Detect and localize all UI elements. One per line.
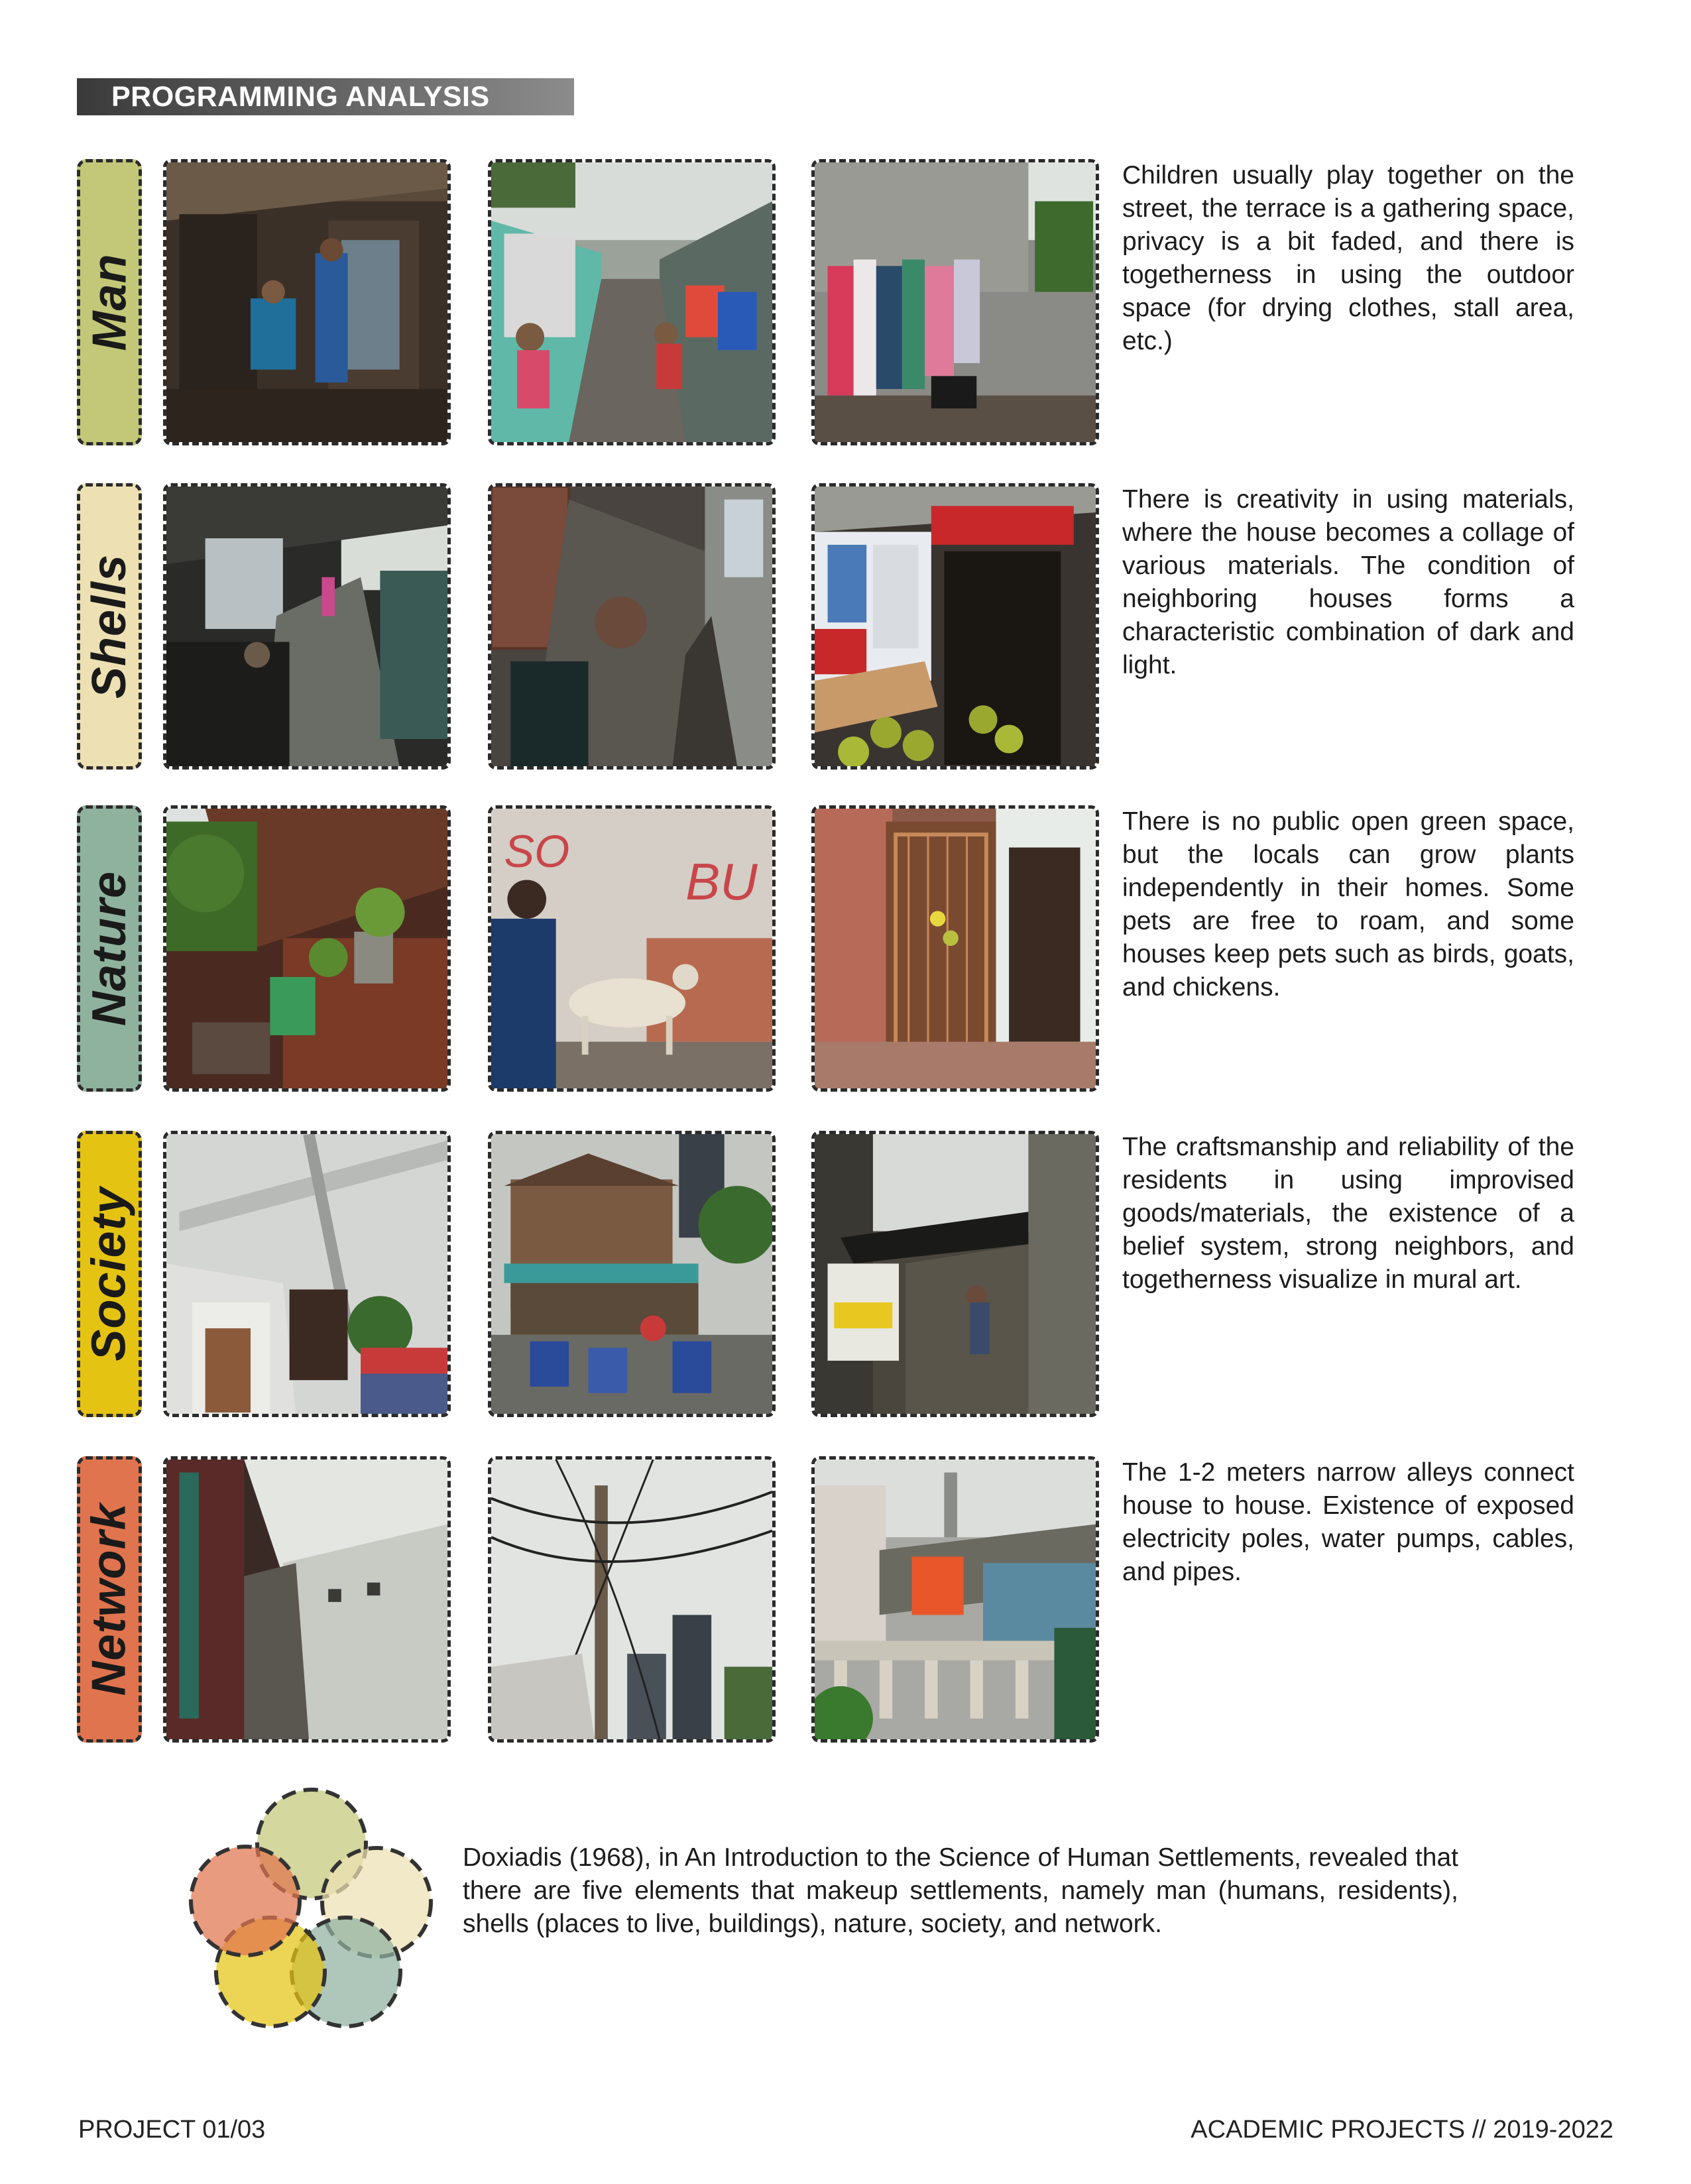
section-header bbox=[77, 78, 574, 115]
description-nature: There is no public open green space, but the locals can grow plants independently in their homes. Some pets are free to roam, and some houses keep pets such as birds, goats, and chickens. bbox=[1122, 807, 1574, 1002]
photo-man-1 bbox=[163, 159, 451, 445]
tab-nature bbox=[77, 805, 142, 1092]
photo-man-3 bbox=[811, 159, 1099, 445]
description-shells: There is creativity in using materials, where the house becomes a collage of various materials. The condition of neighboring houses forms a characteristic combination of dark and light. bbox=[1122, 485, 1574, 679]
photo-nature-2 bbox=[488, 805, 776, 1092]
photo-network-2 bbox=[488, 1456, 776, 1743]
tab-shells bbox=[77, 483, 142, 770]
tab-label-nature: Nature bbox=[83, 870, 136, 1027]
photo-nature-3 bbox=[811, 805, 1099, 1092]
photo-shells-1 bbox=[163, 483, 451, 770]
intro-paragraph: Doxiadis (1968), in An Introduction to the Science of Human Settlements, revealed that there are five elements that makeup settlements, namely man (humans, residents), shells (places to live, buildings), nature, society, and network. bbox=[463, 1843, 1458, 1938]
tab-man bbox=[77, 159, 142, 445]
photo-society-2 bbox=[488, 1131, 776, 1417]
tab-label-network: Network bbox=[83, 1503, 136, 1696]
photo-shells-3 bbox=[811, 483, 1099, 770]
five-elements-venn-diagram bbox=[186, 1783, 444, 2035]
photo-nature-1 bbox=[163, 805, 451, 1092]
photo-society-1 bbox=[163, 1131, 451, 1417]
venn-circle-network bbox=[191, 1847, 300, 1955]
tab-network bbox=[77, 1456, 142, 1743]
photo-network-3 bbox=[811, 1456, 1099, 1743]
svg-text:BU: BU bbox=[685, 852, 758, 911]
description-man: Children usually play together on the street, the terrace is a gathering space, privacy is a bit faded, and there is togetherness in using the outdoor space (for drying clothes, stall area, etc.) bbox=[1122, 161, 1574, 355]
element-row-society bbox=[0, 1131, 1691, 1417]
element-row-man bbox=[0, 159, 1691, 445]
photo-shells-2 bbox=[488, 483, 776, 770]
element-row-network bbox=[0, 1456, 1691, 1743]
tab-label-man: Man bbox=[83, 253, 136, 351]
tab-label-shells: Shells bbox=[83, 553, 137, 699]
description-network: The 1-2 meters narrow alleys connect house to house. Existence of exposed electricity poles, water pumps, cables, and pipes. bbox=[1122, 1458, 1574, 1586]
footer-project-number: PROJECT 01/03 bbox=[78, 2116, 266, 2144]
tab-label-society: Society bbox=[83, 1186, 136, 1361]
footer-portfolio-label: ACADEMIC PROJECTS // 2019-2022 bbox=[1191, 2116, 1613, 2144]
element-row-shells bbox=[0, 483, 1691, 770]
photo-society-3 bbox=[811, 1131, 1099, 1417]
section-title: PROGRAMMING ANALYSIS bbox=[111, 80, 490, 113]
tab-society bbox=[77, 1131, 142, 1417]
description-society: The craftsmanship and reliability of the residents in using improvised goods/materials, the existence of a belief system, strong neighbors, and togetherness visualize in mural art. bbox=[1122, 1133, 1574, 1294]
element-row-nature bbox=[0, 805, 1691, 1092]
svg-text:SO: SO bbox=[504, 826, 570, 877]
photo-network-1 bbox=[163, 1456, 451, 1743]
photo-man-2 bbox=[488, 159, 776, 445]
